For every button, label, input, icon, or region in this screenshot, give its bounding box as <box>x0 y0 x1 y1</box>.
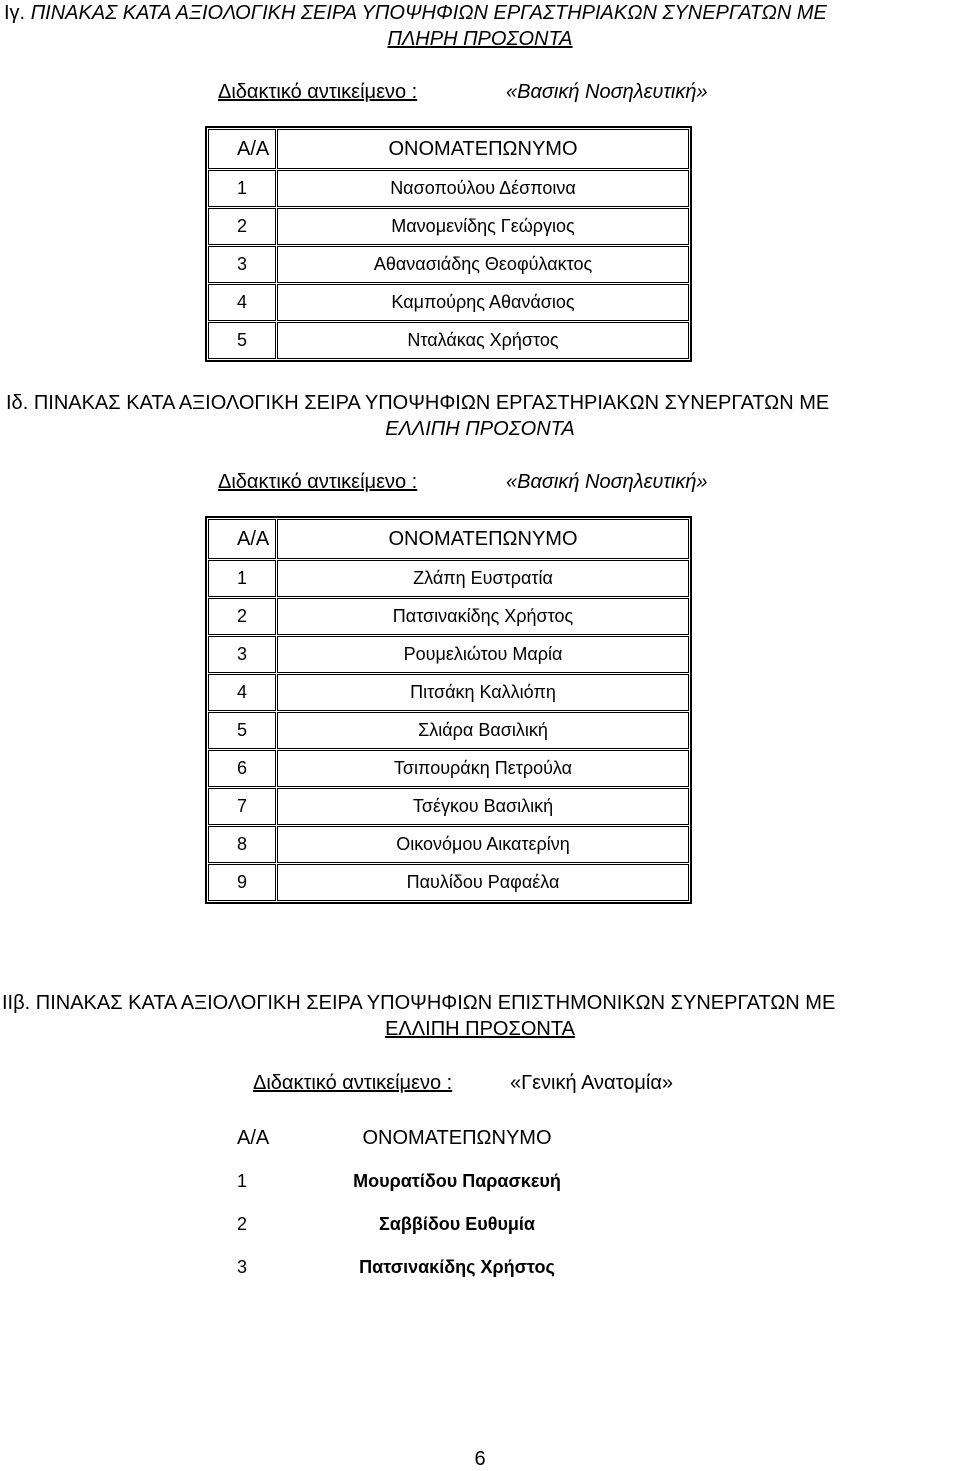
section-3-subject-value: «Γενική Ανατομία» <box>510 1072 674 1094</box>
table-header-row <box>208 519 689 559</box>
section-1-title <box>0 0 960 52</box>
table-header-row <box>211 1117 602 1159</box>
page-number: 6 <box>474 1448 486 1470</box>
section-1-table <box>205 126 692 362</box>
table-row <box>208 712 689 749</box>
row-num: 2 <box>237 1213 248 1234</box>
row-num: 3 <box>237 1256 248 1277</box>
row-name: Νταλάκας Χρήστος <box>277 322 689 359</box>
row-name: Οικονόμου Αικατερίνη <box>277 826 689 863</box>
section-3-title <box>0 990 960 1042</box>
header-name: ΟΝΟΜΑΤΕΠΩΝΥΜΟ <box>277 519 689 559</box>
table-row <box>208 636 689 673</box>
section-3-title-line1: ΠΙΝΑΚΑΣ ΚΑΤΑ ΑΞΙΟΛΟΓΙΚΗ ΣΕΙΡΑ ΥΠΟΨΗΦΙΩΝ ΕΠΙΣΤΗΜΟΝΙΚΩΝ ΣΥΝΕΡΓΑΤΩΝ ΜΕ <box>35 992 836 1014</box>
section-1-subject-label: Διδακτικό αντικείμενο : <box>218 81 418 103</box>
header-name: ΟΝΟΜΑΤΕΠΩΝΥΜΟ <box>362 1126 552 1149</box>
table-row <box>211 1246 602 1288</box>
row-name: Τσιπουράκη Πετρούλα <box>277 750 689 787</box>
row-num: 1 <box>208 560 276 597</box>
table-row <box>211 1203 602 1245</box>
section-2-subject-value: «Βασική Νοσηλευτική» <box>506 471 708 493</box>
row-num: 4 <box>208 674 276 711</box>
row-num: 7 <box>208 788 276 825</box>
section-1-title-line2: ΠΛΗΡΗ ΠΡΟΣΟΝΤΑ <box>387 28 573 50</box>
table-row <box>208 826 689 863</box>
section-2-title-line2: ΕΛΛΙΠΗ ΠΡΟΣΟΝΤΑ <box>385 418 575 440</box>
row-name: Μανομενίδης Γεώργιος <box>277 208 689 245</box>
table-row <box>208 170 689 207</box>
table-row <box>208 208 689 245</box>
row-name: Πατσινακίδης Χρήστος <box>277 598 689 635</box>
row-num: 9 <box>208 864 276 901</box>
table-row <box>208 864 689 901</box>
table-row <box>208 284 689 321</box>
row-num: 2 <box>208 598 276 635</box>
section-3-prefix: ΙΙβ. <box>2 992 31 1014</box>
row-name: Τσέγκου Βασιλική <box>277 788 689 825</box>
section-2-title-line1: ΠΙΝΑΚΑΣ ΚΑΤΑ ΑΞΙΟΛΟΓΙΚΗ ΣΕΙΡΑ ΥΠΟΨΗΦΙΩΝ ΕΡΓΑΣΤΗΡΙΑΚΩΝ ΣΥΝΕΡΓΑΤΩΝ ΜΕ <box>33 392 830 414</box>
section-2-title <box>0 390 960 442</box>
header-num: Α/Α <box>208 519 276 559</box>
row-name: Σλιάρα Βασιλική <box>277 712 689 749</box>
header-name: ΟΝΟΜΑΤΕΠΩΝΥΜΟ <box>277 129 689 169</box>
row-num: 1 <box>237 1170 248 1191</box>
row-name: Αθανασιάδης Θεοφύλακτος <box>277 246 689 283</box>
table-row <box>208 750 689 787</box>
row-name: Νασοπούλου Δέσποινα <box>277 170 689 207</box>
section-1-prefix: Ιγ. <box>4 2 26 24</box>
row-name: Παυλίδου Ραφαέλα <box>277 864 689 901</box>
row-num: 8 <box>208 826 276 863</box>
section-3-title-line2: ΕΛΛΙΠΗ ΠΡΟΣΟΝΤΑ <box>385 1018 575 1040</box>
row-num: 6 <box>208 750 276 787</box>
table-row <box>208 788 689 825</box>
row-num: 1 <box>208 170 276 207</box>
section-2-table <box>205 516 692 904</box>
table-row <box>208 560 689 597</box>
table-row <box>208 674 689 711</box>
table-row <box>208 598 689 635</box>
row-num: 2 <box>208 208 276 245</box>
row-name: Σαββίδου Ευθυμία <box>379 1213 535 1234</box>
section-3-subject-label: Διδακτικό αντικείμενο : <box>253 1072 453 1094</box>
section-2-prefix: Ιδ. <box>6 392 29 414</box>
row-name: Ρουμελιώτου Μαρία <box>277 636 689 673</box>
section-3-table <box>210 1116 603 1289</box>
table-row <box>208 322 689 359</box>
row-num: 4 <box>208 284 276 321</box>
row-name: Πατσινακίδης Χρήστος <box>359 1256 555 1277</box>
row-name: Μουρατίδου Παρασκευή <box>353 1170 561 1191</box>
row-name: Ζλάπη Ευστρατία <box>277 560 689 597</box>
row-num: 5 <box>208 322 276 359</box>
row-name: Πιτσάκη Καλλιόπη <box>277 674 689 711</box>
section-1-title-line1: ΠΙΝΑΚΑΣ ΚΑΤΑ ΑΞΙΟΛΟΓΙΚΗ ΣΕΙΡΑ ΥΠΟΨΗΦΙΩΝ ΕΡΓΑΣΤΗΡΙΑΚΩΝ ΣΥΝΕΡΓΑΤΩΝ ΜΕ <box>30 2 827 24</box>
table-header-row <box>208 129 689 169</box>
section-2-subject-label: Διδακτικό αντικείμενο : <box>218 471 418 493</box>
section-1-subject-value: «Βασική Νοσηλευτική» <box>506 81 708 103</box>
row-num: 3 <box>208 246 276 283</box>
table-row <box>211 1160 602 1202</box>
row-name: Καμπούρης Αθανάσιος <box>277 284 689 321</box>
table-row <box>208 246 689 283</box>
row-num: 3 <box>208 636 276 673</box>
header-num: Α/Α <box>208 129 276 169</box>
row-num: 5 <box>208 712 276 749</box>
header-num: Α/Α <box>237 1126 270 1149</box>
